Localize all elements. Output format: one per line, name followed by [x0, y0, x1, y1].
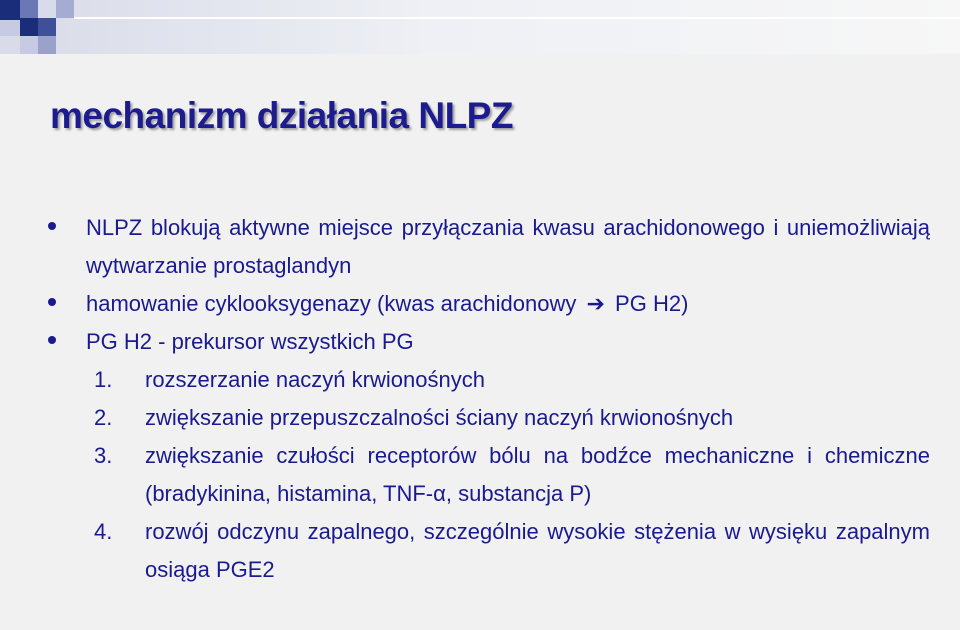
decorative-square	[20, 36, 38, 54]
numbered-item-label: 1.	[94, 367, 113, 392]
numbered-item	[48, 437, 930, 513]
decorative-square	[0, 0, 20, 20]
bullet-item	[48, 209, 930, 285]
header-decoration-band	[0, 0, 960, 54]
slide-content	[48, 209, 930, 589]
bullet-text: NLPZ blokują aktywne miejsce przyłączania kwasu arachidonowego i uniemożliwiają wytwarzanie prostaglandyn	[86, 215, 930, 278]
decorative-square	[20, 18, 38, 36]
decorative-square	[38, 36, 56, 54]
numbered-item-label: 2.	[94, 405, 113, 430]
decorative-square	[20, 0, 38, 18]
bullet-item	[48, 323, 930, 361]
numbered-item-text: rozszerzanie naczyń krwionośnych	[145, 367, 485, 392]
numbered-item-label: 3.	[94, 443, 113, 468]
decorative-square	[38, 0, 56, 18]
header-decoration-line	[74, 17, 960, 19]
decorative-square	[38, 18, 56, 36]
decorative-square	[0, 20, 20, 36]
numbered-item	[48, 361, 930, 399]
numbered-item-text: rozwój odczynu zapalnego, szczególnie wysokie stężenia w wysięku zapalnym osiąga PGE2	[145, 519, 930, 582]
numbered-item-text: zwiększanie przepuszczalności ściany naczyń krwionośnych	[145, 405, 734, 430]
right-arrow-icon: ➔	[586, 291, 605, 316]
decorative-square	[56, 0, 74, 18]
bullet-text: PG H2)	[615, 291, 689, 316]
bullet-item	[48, 285, 930, 323]
numbered-item	[48, 513, 930, 589]
bullet-icon	[48, 222, 56, 230]
bullet-icon	[48, 298, 56, 306]
bullet-text: hamowanie cyklooksygenazy (kwas arachidonowy	[86, 291, 577, 316]
numbered-item-label: 4.	[94, 519, 113, 544]
bullet-icon	[48, 336, 56, 344]
numbered-item-text: zwiększanie czułości receptorów bólu na bodźce mechaniczne i chemiczne (bradykinina, histamina, TNF-α, substancja P)	[145, 443, 930, 506]
bullet-text: PG H2 - prekursor wszystkich PG	[86, 329, 414, 354]
numbered-item	[48, 399, 930, 437]
slide-title: mechanizm działania NLPZ	[50, 95, 513, 136]
